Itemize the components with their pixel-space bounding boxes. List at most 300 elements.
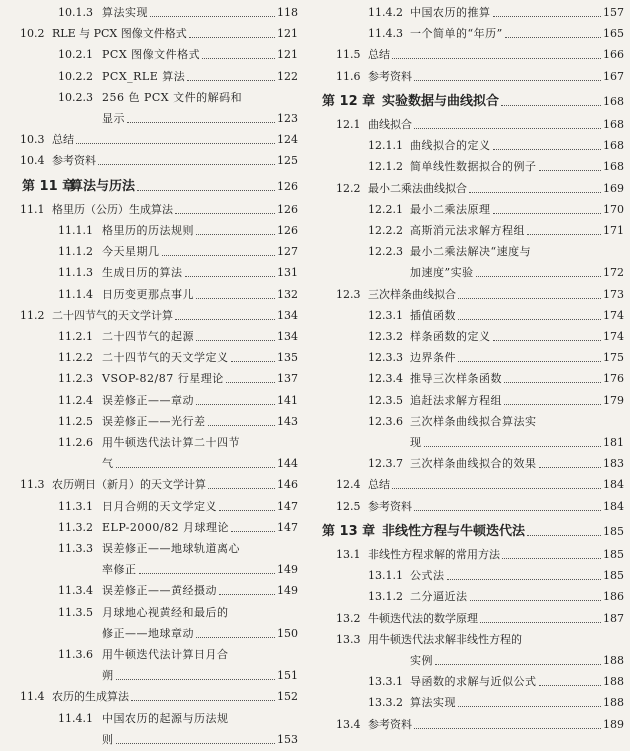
toc-entry-title: 参考资料 [368, 70, 412, 83]
toc-entry-number: 10.4 [20, 154, 45, 167]
toc-entry[interactable] [318, 714, 630, 736]
toc-entry-number: 12.3.5 [368, 394, 403, 407]
toc-page-number: 121 [277, 27, 298, 40]
toc-entry-number: 11.2.5 [58, 415, 93, 428]
toc-entry-title: 中国农历的推算 [410, 6, 491, 19]
toc-entry[interactable] [318, 586, 630, 608]
toc-page-number: 167 [603, 70, 624, 83]
dot-leader [98, 164, 275, 165]
toc-entry-title: 朔 [102, 669, 114, 682]
toc-entry-number: 11.1.4 [58, 288, 93, 301]
toc-entry-title: 二十四节气的起源 [102, 330, 194, 343]
toc-entry-continuation[interactable] [0, 665, 304, 687]
toc-entry-number: 11.3.5 [58, 606, 93, 619]
toc-page-number: 135 [277, 351, 298, 364]
toc-entry-title: 一个简单的“年历” [410, 27, 503, 40]
toc-entry[interactable] [0, 708, 304, 730]
toc-entry[interactable] [0, 305, 304, 327]
dot-leader [196, 298, 275, 299]
dot-leader [208, 425, 275, 426]
toc-entry-title: 非线性方程求解的常用方法 [368, 548, 500, 561]
toc-entry[interactable] [318, 178, 630, 200]
toc-entry-title: 实例 [410, 654, 433, 667]
toc-entry-title: PCX_RLE 算法 [102, 70, 186, 83]
toc-entry-number: 12.3.3 [368, 351, 403, 364]
toc-entry[interactable] [0, 602, 304, 624]
toc-entry[interactable] [318, 114, 630, 136]
toc-entry-title: 今天星期几 [102, 245, 160, 258]
toc-entry[interactable] [318, 284, 630, 306]
toc-entry[interactable] [0, 326, 304, 348]
toc-page-number: 157 [603, 6, 624, 19]
toc-entry[interactable] [0, 262, 304, 284]
dot-leader [127, 122, 275, 123]
toc-entry-number: 13.4 [336, 718, 361, 731]
toc-entry-number: 11.1.1 [58, 224, 93, 237]
dot-leader [502, 558, 601, 559]
dot-leader [447, 579, 601, 580]
toc-entry[interactable] [0, 474, 304, 496]
toc-page-number: 179 [603, 394, 624, 407]
toc-entry-number: 12.2 [336, 182, 361, 195]
toc-entry[interactable] [0, 580, 304, 602]
toc-entry-number: 12.3.4 [368, 372, 403, 385]
toc-entry-number: 11.3.6 [58, 648, 93, 661]
toc-entry-number: 12.2.1 [368, 203, 403, 216]
toc-entry-number: 第 13 章 [322, 524, 376, 539]
toc-entry-title: 追赶法求解方程组 [410, 394, 502, 407]
toc-entry[interactable] [318, 23, 630, 45]
toc-entry[interactable] [0, 432, 304, 454]
dot-leader [392, 58, 601, 59]
toc-entry-title: 率修正 [102, 563, 137, 576]
toc-entry[interactable] [0, 411, 304, 433]
toc-entry-number: 13.1.1 [368, 569, 403, 582]
toc-entry-number: 12.4 [336, 478, 361, 491]
toc-entry-number: 13.3 [336, 633, 361, 646]
toc-entry-number: 11.3.3 [58, 542, 93, 555]
dot-leader [196, 637, 275, 638]
toc-entry-title: 参考资料 [368, 500, 412, 513]
toc-entry-title: 三次样条曲线拟合 [368, 288, 456, 301]
toc-entry[interactable] [318, 135, 630, 157]
toc-entry-title: 农历的生成算法 [52, 690, 129, 703]
toc-page-number: 181 [603, 436, 624, 449]
toc-entry-title: 误差修正——章动 [102, 394, 194, 407]
dot-leader [414, 510, 601, 511]
dot-leader [505, 37, 601, 38]
toc-entry-title: 牛顿迭代法的数学原理 [368, 612, 478, 625]
toc-entry[interactable] [0, 87, 304, 109]
toc-entry-number: 13.3.2 [368, 696, 403, 709]
toc-entry-number: 12.2.2 [368, 224, 403, 237]
toc-entry-title: 插值函数 [410, 309, 456, 322]
toc-entry[interactable] [318, 305, 630, 327]
toc-page-number: 170 [603, 203, 624, 216]
toc-page-number: 189 [603, 718, 624, 731]
toc-entry-title: 二十四节气的天文学计算 [52, 309, 173, 322]
dot-leader [116, 467, 275, 468]
dot-leader [458, 319, 601, 320]
toc-page-number: 176 [603, 372, 624, 385]
toc-entry-continuation[interactable] [0, 623, 304, 645]
toc-entry-number: 11.4 [20, 690, 45, 703]
toc-entry[interactable] [318, 453, 630, 475]
toc-page-number: 153 [277, 733, 298, 746]
toc-entry-number: 10.2.3 [58, 91, 93, 104]
toc-entry[interactable] [318, 565, 630, 587]
dot-leader [476, 276, 601, 277]
dot-leader [458, 361, 601, 362]
toc-page-number: 175 [603, 351, 624, 364]
toc-page-number: 134 [277, 309, 298, 322]
toc-entry-number: 10.2.2 [58, 70, 93, 83]
toc-entry[interactable] [318, 411, 630, 433]
toc-entry-number: 11.2.4 [58, 394, 93, 407]
toc-entry-title: 高斯消元法求解方程组 [410, 224, 525, 237]
toc-entry-title: 气 [102, 457, 114, 470]
dot-leader [131, 700, 275, 701]
toc-entry-number: 第 11 章 [22, 179, 76, 194]
toc-entry-title: 月球地心视黄经和最后的 [102, 606, 229, 619]
dot-leader [175, 319, 275, 320]
toc-entry-number: 13.3.1 [368, 675, 403, 688]
toc-entry-number: 11.4.2 [368, 6, 403, 19]
toc-entry-number: 12.3.7 [368, 457, 403, 470]
toc-page-number: 183 [603, 457, 624, 470]
toc-entry-title: 参考资料 [368, 718, 412, 731]
dot-leader [539, 467, 601, 468]
dot-leader [116, 679, 275, 680]
toc-entry[interactable] [0, 390, 304, 412]
toc-page-number: 122 [277, 70, 298, 83]
toc-page-number: 168 [603, 118, 624, 131]
dot-leader [527, 535, 601, 536]
toc-entry-number: 11.3.4 [58, 584, 93, 597]
toc-page-number: 134 [277, 330, 298, 343]
toc-page-number: 168 [603, 139, 624, 152]
toc-entry[interactable] [0, 517, 304, 539]
dot-leader [458, 298, 601, 299]
toc-entry-title: 加速度”实验 [410, 266, 474, 279]
toc-entry-number: 12.3.1 [368, 309, 403, 322]
dot-leader [470, 600, 601, 601]
toc-entry-number: 12.2.3 [368, 245, 403, 258]
toc-entry[interactable] [0, 220, 304, 242]
toc-entry-title: 算法与历法 [70, 179, 136, 194]
toc-entry-title: 误差修正——黄经摄动 [102, 584, 217, 597]
toc-entry-title: 参考资料 [52, 154, 96, 167]
toc-entry-number: 13.2 [336, 612, 361, 625]
toc-page-number: 186 [603, 590, 624, 603]
toc-entry-title: 最小二乘法原理 [410, 203, 491, 216]
dot-leader [504, 404, 601, 405]
toc-page-number: 185 [603, 569, 624, 582]
toc-entry-continuation[interactable] [0, 453, 304, 475]
toc-entry-title: 误差修正——光行差 [102, 415, 206, 428]
toc-page-number: 187 [603, 612, 624, 625]
dot-leader [231, 361, 275, 362]
toc-page-number: 126 [277, 224, 298, 237]
toc-page-number: 174 [603, 330, 624, 343]
toc-page-number: 165 [603, 27, 624, 40]
toc-entry-number: 11.2.3 [58, 372, 93, 385]
dot-leader [139, 573, 275, 574]
toc-entry-title: 用牛顿迭代法计算日月合 [102, 648, 229, 661]
toc-entry[interactable] [318, 671, 630, 693]
toc-page-number: 125 [277, 154, 298, 167]
dot-leader [424, 446, 601, 447]
toc-entry-number: 11.1.3 [58, 266, 93, 279]
dot-leader [527, 234, 601, 235]
toc-entry[interactable] [318, 156, 630, 178]
toc-entry-title: 边界条件 [410, 351, 456, 364]
toc-entry[interactable] [318, 66, 630, 88]
toc-page-number: 132 [277, 288, 298, 301]
toc-entry-number: 12.1 [336, 118, 361, 131]
toc-entry-title: 总结 [368, 48, 390, 61]
toc-page-number: 171 [603, 224, 624, 237]
toc-page-number: 143 [277, 415, 298, 428]
dot-leader [76, 143, 275, 144]
dot-leader [493, 16, 601, 17]
toc-page-number: 188 [603, 675, 624, 688]
toc-entry[interactable] [0, 23, 304, 45]
toc-entry-number: 11.1 [20, 203, 45, 216]
toc-entry[interactable] [0, 368, 304, 390]
dot-leader [137, 190, 275, 191]
toc-entry[interactable] [318, 220, 630, 242]
toc-entry-title: 导函数的求解与近似公式 [410, 675, 537, 688]
toc-entry-number: 10.2.1 [58, 48, 93, 61]
toc-entry[interactable] [0, 199, 304, 221]
toc-entry-number: 11.3.1 [58, 500, 93, 513]
toc-entry-number: 第 12 章 [322, 94, 376, 109]
toc-entry-title: PCX 图像文件格式 [102, 48, 201, 61]
toc-page-number: 126 [277, 180, 298, 193]
toc-entry-title: 总结 [368, 478, 390, 491]
toc-entry[interactable] [318, 2, 630, 24]
dot-leader [493, 149, 601, 150]
toc-page-number: 141 [277, 394, 298, 407]
dot-leader [493, 340, 601, 341]
toc-page-number: 150 [277, 627, 298, 640]
toc-page-number: 172 [603, 266, 624, 279]
toc-entry-title: 显示 [102, 112, 125, 125]
dot-leader [414, 728, 601, 729]
toc-page-number: 168 [603, 160, 624, 173]
toc-page-number: 147 [277, 521, 298, 534]
toc-entry-title: 256 色 PCX 文件的解码和 [102, 91, 243, 104]
dot-leader [493, 213, 601, 214]
toc-entry[interactable] [0, 644, 304, 666]
toc-entry-title: 算法实现 [102, 6, 148, 19]
toc-entry-title: VSOP-82/87 行星理论 [102, 372, 224, 385]
toc-entry-continuation[interactable] [0, 559, 304, 581]
toc-entry-number: 13.1.2 [368, 590, 403, 603]
toc-entry-number: 12.3.6 [368, 415, 403, 428]
toc-entry[interactable] [318, 326, 630, 348]
toc-page-number: 127 [277, 245, 298, 258]
toc-entry[interactable] [0, 347, 304, 369]
toc-entry[interactable] [318, 692, 630, 714]
toc-entry-number: 13.1 [336, 548, 361, 561]
dot-leader [469, 192, 601, 193]
toc-entry[interactable] [318, 390, 630, 412]
toc-page-number: 149 [277, 563, 298, 576]
dot-leader [435, 664, 601, 665]
toc-entry[interactable] [318, 544, 630, 566]
toc-page-number: 169 [603, 182, 624, 195]
toc-entry-continuation[interactable] [318, 650, 630, 672]
toc-entry-number: 11.6 [336, 70, 361, 83]
toc-page-number: 184 [603, 500, 624, 513]
toc-entry-continuation[interactable] [318, 432, 630, 454]
dot-leader [196, 234, 275, 235]
toc-entry-title: 修正——地球章动 [102, 627, 194, 640]
dot-leader [208, 488, 275, 489]
toc-entry-title: RLE 与 PCX 图像文件格式 [52, 27, 187, 40]
dot-leader [219, 594, 275, 595]
toc-entry-number: 10.3 [20, 133, 45, 146]
toc-entry-number: 12.1.1 [368, 139, 403, 152]
toc-entry[interactable] [318, 199, 630, 221]
toc-page-number: 121 [277, 48, 298, 61]
toc-entry-number: 11.1.2 [58, 245, 93, 258]
toc-page-number: 146 [277, 478, 298, 491]
toc-entry-title: 算法实现 [410, 696, 456, 709]
toc-page-number: 151 [277, 669, 298, 682]
toc-entry-number: 12.3 [336, 288, 361, 301]
toc-entry[interactable] [0, 686, 304, 708]
toc-entry-number: 11.2.6 [58, 436, 93, 449]
dot-leader [539, 170, 601, 171]
toc-entry-number: 11.2.1 [58, 330, 93, 343]
toc-entry-title: 现 [410, 436, 422, 449]
toc-entry-title: 误差修正——地球轨道离心 [102, 542, 240, 555]
dot-leader [202, 58, 275, 59]
toc-entry[interactable] [318, 608, 630, 630]
dot-leader [539, 685, 601, 686]
dot-leader [392, 488, 601, 489]
dot-leader [480, 622, 601, 623]
toc-page-number: 152 [277, 690, 298, 703]
toc-entry-number: 12.1.2 [368, 160, 403, 173]
dot-leader [175, 213, 275, 214]
toc-entry[interactable] [318, 44, 630, 66]
toc-page-number: 118 [277, 6, 298, 19]
toc-page-number: 168 [603, 95, 624, 108]
dot-leader [150, 16, 275, 17]
toc-entry[interactable] [318, 368, 630, 390]
toc-entry[interactable] [318, 496, 630, 518]
toc-page-number: 144 [277, 457, 298, 470]
dot-leader [116, 743, 275, 744]
toc-entry-title: 推导三次样条函数 [410, 372, 502, 385]
toc-entry[interactable] [0, 150, 304, 172]
toc-entry-title: 格里历（公历）生成算法 [52, 203, 173, 216]
toc-entry-title: 简单线性数据拟合的例子 [410, 160, 537, 173]
toc-entry-title: 曲线拟合的定义 [410, 139, 491, 152]
toc-page-number: 185 [603, 525, 624, 538]
toc-entry[interactable] [0, 44, 304, 66]
dot-leader [185, 276, 275, 277]
toc-entry-number: 11.2 [20, 309, 45, 322]
toc-chapter-entry[interactable] [0, 176, 304, 198]
toc-entry[interactable] [0, 496, 304, 518]
toc-entry-title: 日月合朔的天文学定义 [102, 500, 217, 513]
toc-entry-title: 三次样条曲线拟合算法实 [410, 415, 537, 428]
toc-entry-number: 12.3.2 [368, 330, 403, 343]
toc-entry-title: 最小二乘法解决“速度与 [410, 245, 532, 258]
toc-entry-title: 用牛顿迭代法计算二十四节 [102, 436, 240, 449]
toc-entry[interactable] [0, 66, 304, 88]
toc-entry-title: 生成日历的算法 [102, 266, 183, 279]
toc-entry[interactable] [0, 241, 304, 263]
toc-entry[interactable] [0, 538, 304, 560]
toc-entry-title: ELP-2000/82 月球理论 [102, 521, 230, 534]
toc-entry-number: 11.4.3 [368, 27, 403, 40]
toc-entry-title: 中国农历的起源与历法规 [102, 712, 229, 725]
toc-page-number: 137 [277, 372, 298, 385]
toc-entry-title: 二十四节气的天文学定义 [102, 351, 229, 364]
dot-leader [196, 340, 275, 341]
toc-entry-number: 11.5 [336, 48, 361, 61]
toc-entry-continuation[interactable] [0, 108, 304, 130]
toc-entry-title: 样条函数的定义 [410, 330, 491, 343]
dot-leader [196, 404, 275, 405]
toc-page-number: 174 [603, 309, 624, 322]
toc-entry-title: 格里历的历法规则 [102, 224, 194, 237]
dot-leader [501, 105, 601, 106]
toc-entry-title: 三次样条曲线拟合的效果 [410, 457, 537, 470]
toc-entry-number: 11.2.2 [58, 351, 93, 364]
toc-entry[interactable] [0, 2, 304, 24]
toc-page-number: 124 [277, 133, 298, 146]
toc-entry-title: 公式法 [410, 569, 445, 582]
toc-entry-title: 总结 [52, 133, 74, 146]
toc-entry[interactable] [318, 241, 630, 263]
toc-entry-title: 二分逼近法 [410, 590, 468, 603]
dot-leader [219, 510, 275, 511]
toc-chapter-entry[interactable] [318, 91, 630, 113]
toc-entry[interactable] [318, 474, 630, 496]
dot-leader [414, 80, 601, 81]
toc-entry-continuation[interactable] [0, 729, 304, 751]
toc-entry-title: 实验数据与曲线拟合 [382, 94, 500, 109]
dot-leader [414, 128, 601, 129]
toc-page-number: 131 [277, 266, 298, 279]
toc-entry[interactable] [0, 129, 304, 151]
toc-entry-number: 11.4.1 [58, 712, 93, 725]
dot-leader [231, 531, 275, 532]
dot-leader [504, 382, 601, 383]
toc-chapter-entry[interactable] [318, 521, 630, 543]
toc-entry-number: 11.3.2 [58, 521, 93, 534]
toc-entry[interactable] [318, 347, 630, 369]
toc-page-number: 147 [277, 500, 298, 513]
toc-entry[interactable] [318, 629, 630, 651]
toc-entry-title: 则 [102, 733, 114, 746]
toc-entry-continuation[interactable] [318, 262, 630, 284]
toc-entry-title: 日历变更那点事儿 [102, 288, 194, 301]
toc-page-number: 126 [277, 203, 298, 216]
dot-leader [458, 706, 601, 707]
toc-entry-number: 10.1.3 [58, 6, 93, 19]
toc-entry[interactable] [0, 284, 304, 306]
toc-page-number: 188 [603, 654, 624, 667]
toc-page-number: 149 [277, 584, 298, 597]
